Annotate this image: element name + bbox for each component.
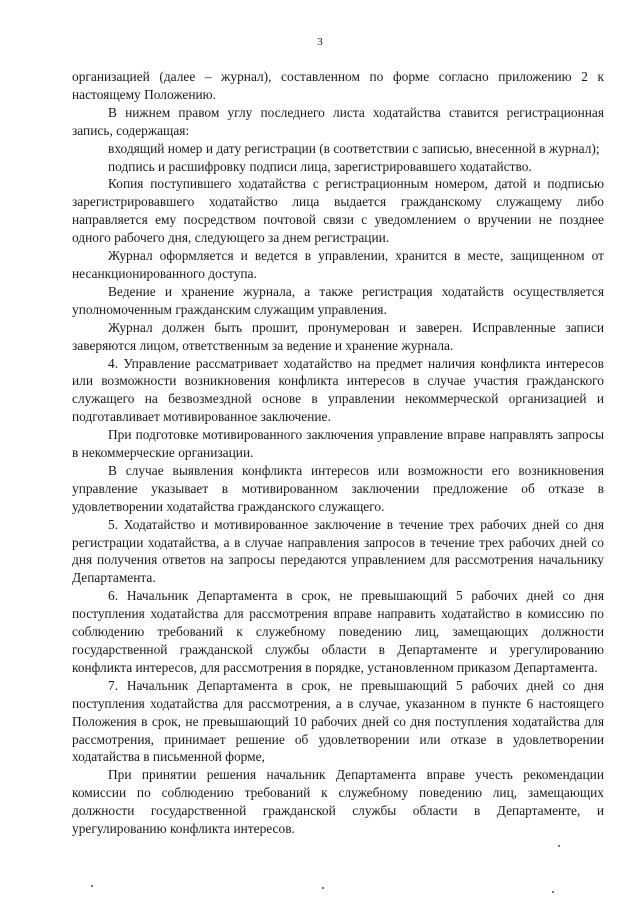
- scan-speck: [91, 885, 93, 887]
- paragraph-item-5: 5. Ходатайство и мотивированное заключение в течение трех рабочих дней со дня регистрации ходатайства, а в случае направления запросов в течение трех рабочих дней со дня получения ответов на запросы передаются управлением для рассмотрения начальнику Департамента.: [72, 516, 604, 586]
- paragraph-requests: При подготовке мотивированного заключения управление вправе направлять запросы в некоммерческие организации.: [72, 427, 604, 461]
- paragraph-journal-continuation: организацией (далее – журнал), составленном по форме согласно приложению 2 к настоящему Положению.: [72, 69, 604, 102]
- page-number: 3: [317, 36, 323, 48]
- paragraph-signature: подпись и расшифровку подписи лица, зарегистрировавшего ходатайство.: [108, 158, 532, 174]
- paragraph-registration-record: В нижнем правом углу последнего листа ходатайства ставится регистрационная запись, содержащая:: [72, 104, 604, 138]
- paragraph-copy-issued: Копия поступившего ходатайства с регистрационным номером, датой и подписью зарегистрировавшего ходатайство лица выдается гражданскому служащему либо направляется ему посредством почтовой связи с уведомлением о вручении не позднее одного рабочего дня, следующего за днем регистрации.: [72, 176, 604, 246]
- paragraph-decision: При принятии решения начальник Департамента вправе учесть рекомендации комиссии по соблюдению требований к служебному поведению лиц, замещающих должности государственной гражданской службы области в Департаменте, и урегулированию конфликта интересов.: [72, 767, 604, 837]
- paragraph-item-6: 6. Начальник Департамента в срок, не превышающий 5 рабочих дней со дня поступления ходатайства для рассмотрения вправе направить ходатайство в комиссию по соблюдению требований к служебному поведению лиц, замещающих должности государственной гражданской службы области в Департаменте и урегулированию конфликта интересов, для рассмотрения в порядке, установленном приказом Департамента.: [72, 588, 604, 675]
- scan-speck: [322, 887, 324, 889]
- scan-speck: [552, 891, 554, 893]
- paragraph-journal-bound: Журнал должен быть прошит, пронумерован и заверен. Исправленные записи заверяются лицом, ответственным за ведение и хранение журнала.: [72, 319, 604, 353]
- paragraph-conflict-found: В случае выявления конфликта интересов или возможности его возникновения управление указывает в мотивированном заключении предложение об отказе в удовлетворении ходатайства гражданского служащего.: [72, 462, 604, 514]
- document-body: [72, 68, 604, 838]
- paragraph-item-7: 7. Начальник Департамента в срок, не превышающий 5 рабочих дней со дня поступления ходатайства для рассмотрения, а в случае, указанном в пункте 6 настоящего Положения в срок, не превышающий 10 рабочих дней со дня поступления ходатайства для рассмотрения, принимает решение об удовлетворении или отказе в удовлетворении ходатайства в письменной форме,: [72, 677, 604, 765]
- paragraph-journal-kept: Журнал оформляется и ведется в управлении, хранится в месте, защищенном от несанкционированного доступа.: [72, 248, 604, 281]
- paragraph-item-4: 4. Управление рассматривает ходатайство на предмет наличия конфликта интересов или возможности возникновения конфликта интересов в случае участия гражданского служащего на безвозмездной основе в управлении некоммерческой организацией и подготавливает мотивированное заключение.: [72, 355, 604, 425]
- paragraph-incoming-number: входящий номер и дату регистрации (в соответствии с записью, внесенной в журнал);: [108, 140, 600, 156]
- scan-speck: [558, 845, 560, 847]
- paragraph-journal-maintenance: Ведение и хранение журнала, а также регистрация ходатайств осуществляется уполномоченным гражданским служащим управления.: [72, 283, 604, 317]
